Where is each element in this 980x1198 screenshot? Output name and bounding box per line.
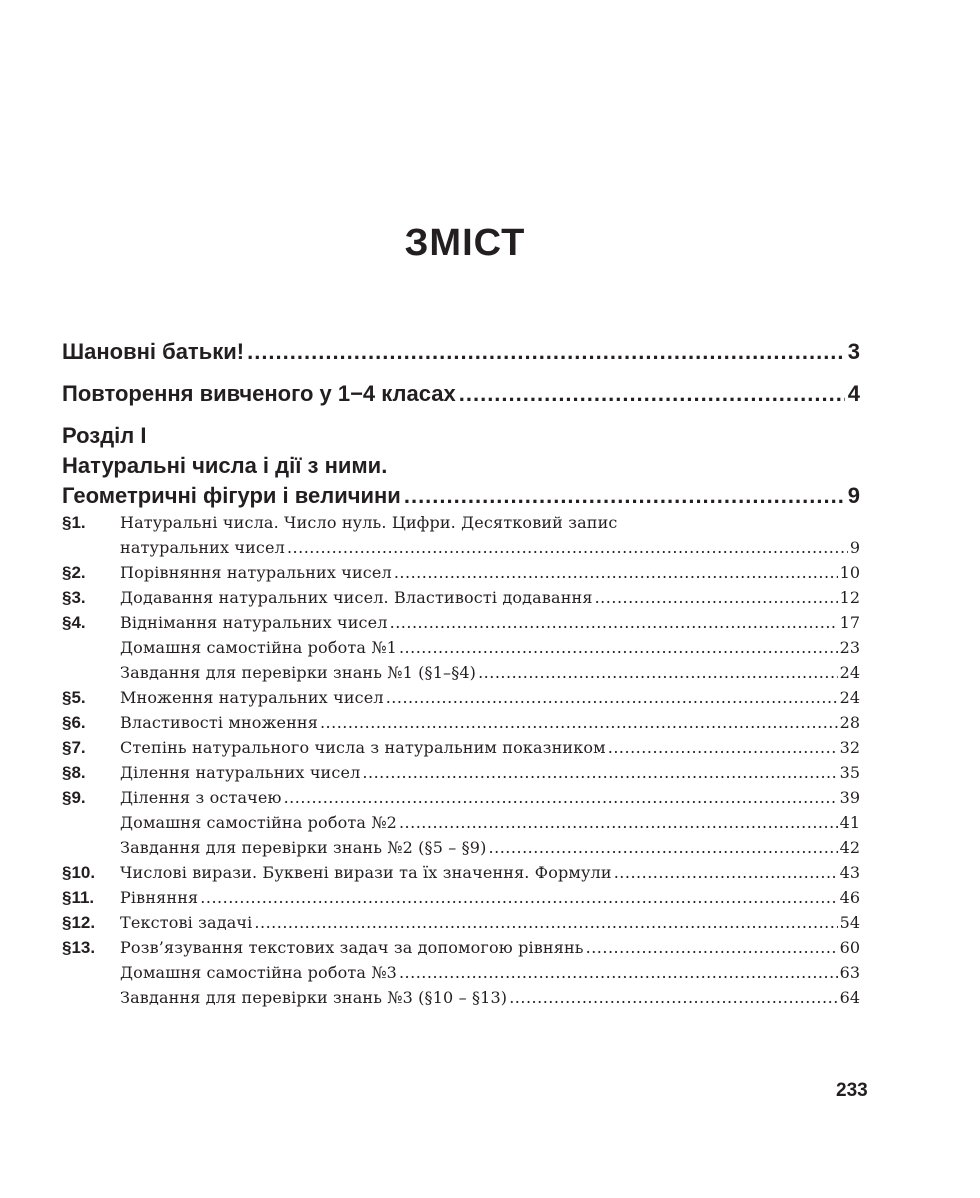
leader-dots bbox=[247, 337, 845, 367]
section-label: Віднімання натуральних чисел bbox=[120, 613, 388, 632]
chapter-title: Натуральні числа і дії з ними. bbox=[62, 453, 388, 478]
toc-section-5[interactable] bbox=[62, 685, 860, 710]
toc-test-2[interactable] bbox=[62, 835, 860, 860]
toc-section-10[interactable] bbox=[62, 860, 860, 885]
toc-entry-chapter-1[interactable] bbox=[62, 481, 860, 511]
toc-entry-page: 9 bbox=[847, 483, 860, 508]
toc-section-1-cont[interactable] bbox=[62, 535, 860, 560]
leader-dots bbox=[386, 685, 838, 710]
section-label: Розв’язування текстових задач за допомогою рівнянь bbox=[120, 938, 584, 957]
section-page: 9 bbox=[849, 538, 860, 557]
toc-section-11[interactable] bbox=[62, 885, 860, 910]
section-page: 32 bbox=[839, 738, 860, 757]
section-label: Натуральні числа. Число нуль. Цифри. Десятковий запис bbox=[120, 513, 618, 532]
leader-dots bbox=[394, 560, 838, 585]
chapter-title: Геометричні фігури і величини bbox=[62, 483, 401, 508]
section-number: §2. bbox=[62, 563, 86, 582]
section-page: 41 bbox=[839, 813, 860, 832]
toc-section-3[interactable] bbox=[62, 585, 860, 610]
toc-section-6[interactable] bbox=[62, 710, 860, 735]
section-page: 42 bbox=[839, 838, 860, 857]
section-label: Додавання натуральних чисел. Властивості додавання bbox=[120, 588, 593, 607]
leader-dots bbox=[489, 835, 838, 860]
toc-homework-1[interactable] bbox=[62, 635, 860, 660]
section-number: §9. bbox=[62, 788, 86, 807]
section-number: §12. bbox=[62, 913, 96, 932]
section-label: Порівняння натуральних чисел bbox=[120, 563, 392, 582]
toc-entry-label: Шановні батьки! bbox=[62, 339, 245, 364]
section-label: Степінь натурального числа з натуральним показником bbox=[120, 738, 606, 757]
section-page: 24 bbox=[839, 663, 860, 682]
section-label: Числові вирази. Буквені вирази та їх значення. Формули bbox=[120, 863, 612, 882]
chapter-heading bbox=[62, 421, 860, 451]
section-page: 39 bbox=[839, 788, 860, 807]
section-label: Властивості множення bbox=[120, 713, 318, 732]
leader-dots bbox=[390, 610, 838, 635]
section-page: 54 bbox=[839, 913, 860, 932]
section-page: 10 bbox=[839, 563, 860, 582]
section-number: §1. bbox=[62, 513, 86, 532]
toc-entry-label: Повторення вивченого у 1−4 класах bbox=[62, 381, 456, 406]
toc-test-1[interactable] bbox=[62, 660, 860, 685]
section-number: §8. bbox=[62, 763, 86, 782]
page-number: 233 bbox=[836, 1080, 868, 1101]
leader-dots bbox=[404, 481, 845, 511]
leader-dots bbox=[284, 785, 838, 810]
section-page: 64 bbox=[839, 988, 860, 1007]
leader-dots bbox=[200, 885, 837, 910]
toc-entry-page: 4 bbox=[847, 381, 860, 406]
section-label: Ділення з остачею bbox=[120, 788, 282, 807]
toc-section-13[interactable] bbox=[62, 935, 860, 960]
section-page: 24 bbox=[839, 688, 860, 707]
section-number: §6. bbox=[62, 713, 86, 732]
section-number: §13. bbox=[62, 938, 96, 957]
toc-section-7[interactable] bbox=[62, 735, 860, 760]
section-page: 46 bbox=[839, 888, 860, 907]
toc-section-9[interactable] bbox=[62, 785, 860, 810]
leader-dots bbox=[509, 985, 837, 1010]
toc-section-12[interactable] bbox=[62, 910, 860, 935]
section-number: §11. bbox=[62, 888, 95, 907]
toc-homework-2[interactable] bbox=[62, 810, 860, 835]
leader-dots bbox=[614, 860, 838, 885]
section-label: Домашня самостійна робота №2 bbox=[120, 813, 397, 832]
section-label: Текстові задачі bbox=[120, 913, 253, 932]
section-page: 63 bbox=[839, 963, 860, 982]
section-label: Завдання для перевірки знань №3 (§10 – §13) bbox=[120, 988, 508, 1007]
section-label: Домашня самостійна робота №3 bbox=[120, 963, 397, 982]
toc-entry-page: 3 bbox=[847, 339, 860, 364]
section-page: 12 bbox=[839, 588, 860, 607]
toc-entry-parents[interactable] bbox=[62, 337, 860, 367]
section-label: Рівняння bbox=[120, 888, 199, 907]
chapter-title-line bbox=[62, 451, 860, 481]
section-page: 23 bbox=[839, 638, 860, 657]
section-number: §4. bbox=[62, 613, 86, 632]
section-label: натуральних чисел bbox=[120, 538, 285, 557]
leader-dots bbox=[254, 910, 837, 935]
section-page: 17 bbox=[839, 613, 860, 632]
section-page: 28 bbox=[839, 713, 860, 732]
page-title: ЗМІСТ bbox=[404, 222, 526, 264]
section-number: §7. bbox=[62, 738, 86, 757]
section-page: 60 bbox=[839, 938, 860, 957]
leader-dots bbox=[362, 760, 837, 785]
section-label: Домашня самостійна робота №1 bbox=[120, 638, 397, 657]
toc-entry-review[interactable] bbox=[62, 379, 860, 409]
section-label: Завдання для перевірки знань №1 (§1–§4) bbox=[120, 663, 477, 682]
toc-section-8[interactable] bbox=[62, 760, 860, 785]
leader-dots bbox=[399, 810, 838, 835]
section-number: §5. bbox=[62, 688, 86, 707]
section-page: 43 bbox=[839, 863, 860, 882]
chapter-label: Розділ І bbox=[62, 423, 147, 448]
leader-dots bbox=[399, 635, 838, 660]
section-label: Ділення натуральних чисел bbox=[120, 763, 361, 782]
leader-dots bbox=[459, 379, 845, 409]
section-page: 35 bbox=[839, 763, 860, 782]
section-number: §3. bbox=[62, 588, 86, 607]
leader-dots bbox=[399, 960, 838, 985]
toc-section-1[interactable] bbox=[62, 510, 860, 535]
toc-homework-3[interactable] bbox=[62, 960, 860, 985]
leader-dots bbox=[478, 660, 838, 685]
leader-dots bbox=[586, 935, 838, 960]
leader-dots bbox=[595, 585, 838, 610]
toc-test-3[interactable] bbox=[62, 985, 860, 1010]
section-label: Завдання для перевірки знань №2 (§5 – §9) bbox=[120, 838, 487, 857]
leader-dots bbox=[608, 735, 838, 760]
toc-section-2[interactable] bbox=[62, 560, 860, 585]
leader-dots bbox=[287, 535, 848, 560]
section-label: Множення натуральних чисел bbox=[120, 688, 384, 707]
section-number: §10. bbox=[62, 863, 96, 882]
toc-section-4[interactable] bbox=[62, 610, 860, 635]
leader-dots bbox=[320, 710, 838, 735]
